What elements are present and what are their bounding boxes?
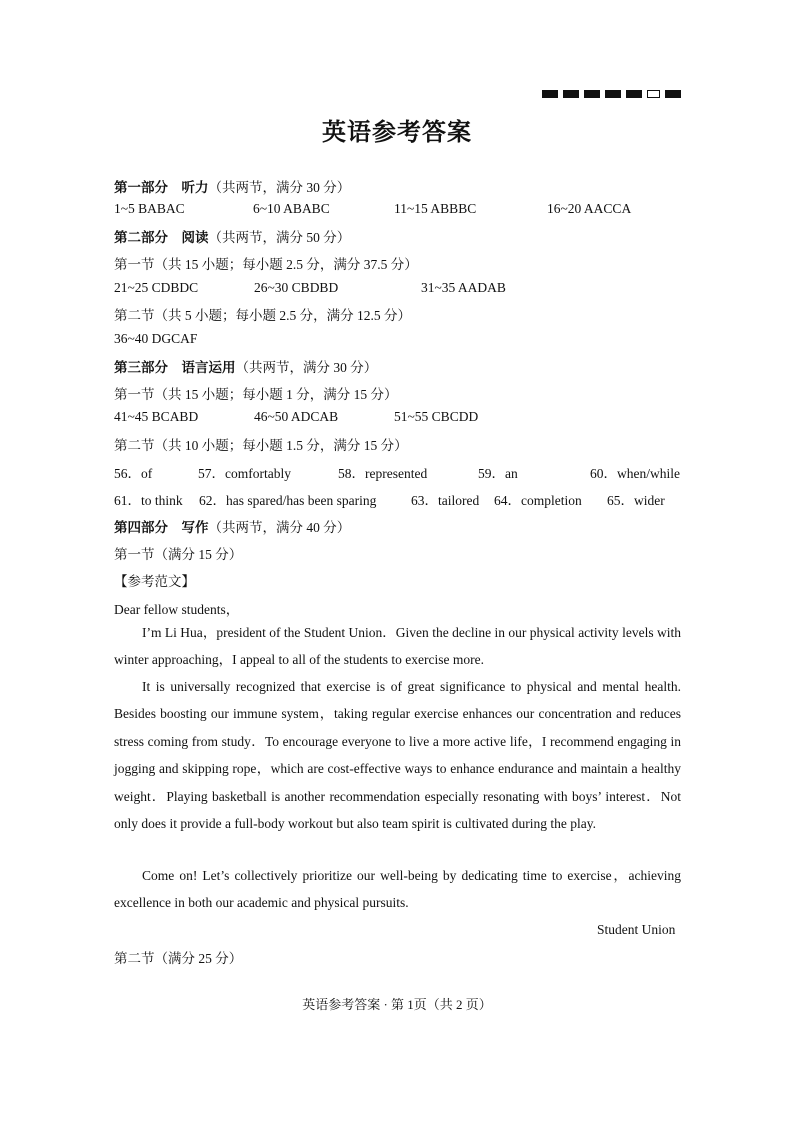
fill-answer: 62．has spared/has been sparing — [199, 493, 377, 508]
part3-heading: 第三部分 语言运用 — [114, 360, 236, 375]
part2-heading: 第二部分 阅读 — [114, 230, 209, 245]
sample-essay-label: 【参考范文】 — [114, 574, 195, 589]
filled-mark — [584, 90, 600, 98]
answer-group: 1~5 BABAC — [114, 201, 185, 216]
part4-heading: 第四部分 写作 — [114, 520, 209, 535]
part4-heading-line — [114, 516, 350, 536]
part3-heading-line — [114, 356, 377, 376]
answer-group: 46~50 ADCAB — [254, 409, 339, 424]
answer-group: 26~30 CBDBD — [254, 280, 339, 295]
fill-answer: 60．when/while — [590, 466, 680, 481]
answer-group: 11~15 ABBBC — [394, 201, 477, 216]
filled-mark — [605, 90, 621, 98]
part2-section2: 第二节（共 5 小题；每小题 2.5 分，满分 12.5 分） — [114, 308, 411, 323]
essay-greeting: Dear fellow students， — [114, 602, 240, 617]
part4-section2: 第二节（满分 25 分） — [114, 951, 243, 966]
filled-mark — [626, 90, 642, 98]
answer-group: 16~20 AACCA — [547, 201, 632, 216]
filled-mark — [542, 90, 558, 98]
answer-group: 6~10 ABABC — [253, 201, 330, 216]
page-title: 英语参考答案 — [322, 117, 472, 146]
part2-section1: 第一节（共 15 小题；每小题 2.5 分，满分 37.5 分） — [114, 257, 418, 272]
fill-answer: 64．completion — [494, 493, 582, 508]
part1-heading-line — [114, 176, 350, 196]
answer-group: 51~55 CBCDD — [394, 409, 479, 424]
part3-note: （共两节，满分 30 分） — [235, 360, 378, 375]
header-marks — [542, 90, 681, 98]
part2-heading-line — [114, 226, 350, 246]
fill-answer: 65．wider — [607, 493, 665, 508]
part1-heading: 第一部分 听力 — [114, 180, 209, 195]
answer-group: 41~45 BCABD — [114, 409, 199, 424]
fill-answer: 61．to think — [114, 493, 183, 508]
essay-paragraph: Come on! Let’s collectively prioritize our well-being by dedicating time to exercise，achieving excellence in both our academic and physical pursuits. — [114, 868, 681, 911]
part3-section1: 第一节（共 15 小题；每小题 1 分，满分 15 分） — [114, 387, 398, 402]
essay-paragraph: I’m Li Hua，president of the Student Union．Given the decline in our physical activity levels with winter approaching，I appeal to all of the students to exercise more. — [114, 625, 681, 668]
part3-section2: 第二节（共 10 小题；每小题 1.5 分，满分 15 分） — [114, 438, 408, 453]
fill-answer: 57．comfortably — [198, 466, 291, 481]
answer-group: 36~40 DGCAF — [114, 331, 198, 346]
page-footer: 英语参考答案 · 第 1页（共 2 页） — [302, 997, 492, 1012]
essay-signature: Student Union — [597, 922, 676, 937]
part4-note: （共两节，满分 40 分） — [208, 520, 351, 535]
fill-answer: 56．of — [114, 466, 153, 481]
part2-note: （共两节，满分 50 分） — [208, 230, 351, 245]
part1-note: （共两节，满分 30 分） — [208, 180, 351, 195]
fill-answer: 59．an — [478, 466, 518, 481]
answer-group: 21~25 CDBDC — [114, 280, 199, 295]
hollow-mark — [647, 90, 660, 98]
essay-paragraph: It is universally recognized that exercise is of great significance to physical and mental health. Besides boosting our immune system，taking regular exercise enhances our concentration and reduces stress coming from study．To encourage everyone to live a more active life，I recommend engaging in jogging and skipping rope，which are cost-effective ways to enhance endurance and maintain a healthy weight．Playing basketball is another recommendation especially resonating with boys’ interest．Not only does it provide a full-body workout but also team spirit is cultivated during the play. — [114, 679, 681, 832]
answer-group: 31~35 AADAB — [421, 280, 506, 295]
part4-section1: 第一节（满分 15 分） — [114, 547, 243, 562]
fill-answer: 63．tailored — [411, 493, 480, 508]
filled-mark — [665, 90, 681, 98]
fill-answer: 58．represented — [338, 466, 428, 481]
filled-mark — [563, 90, 579, 98]
